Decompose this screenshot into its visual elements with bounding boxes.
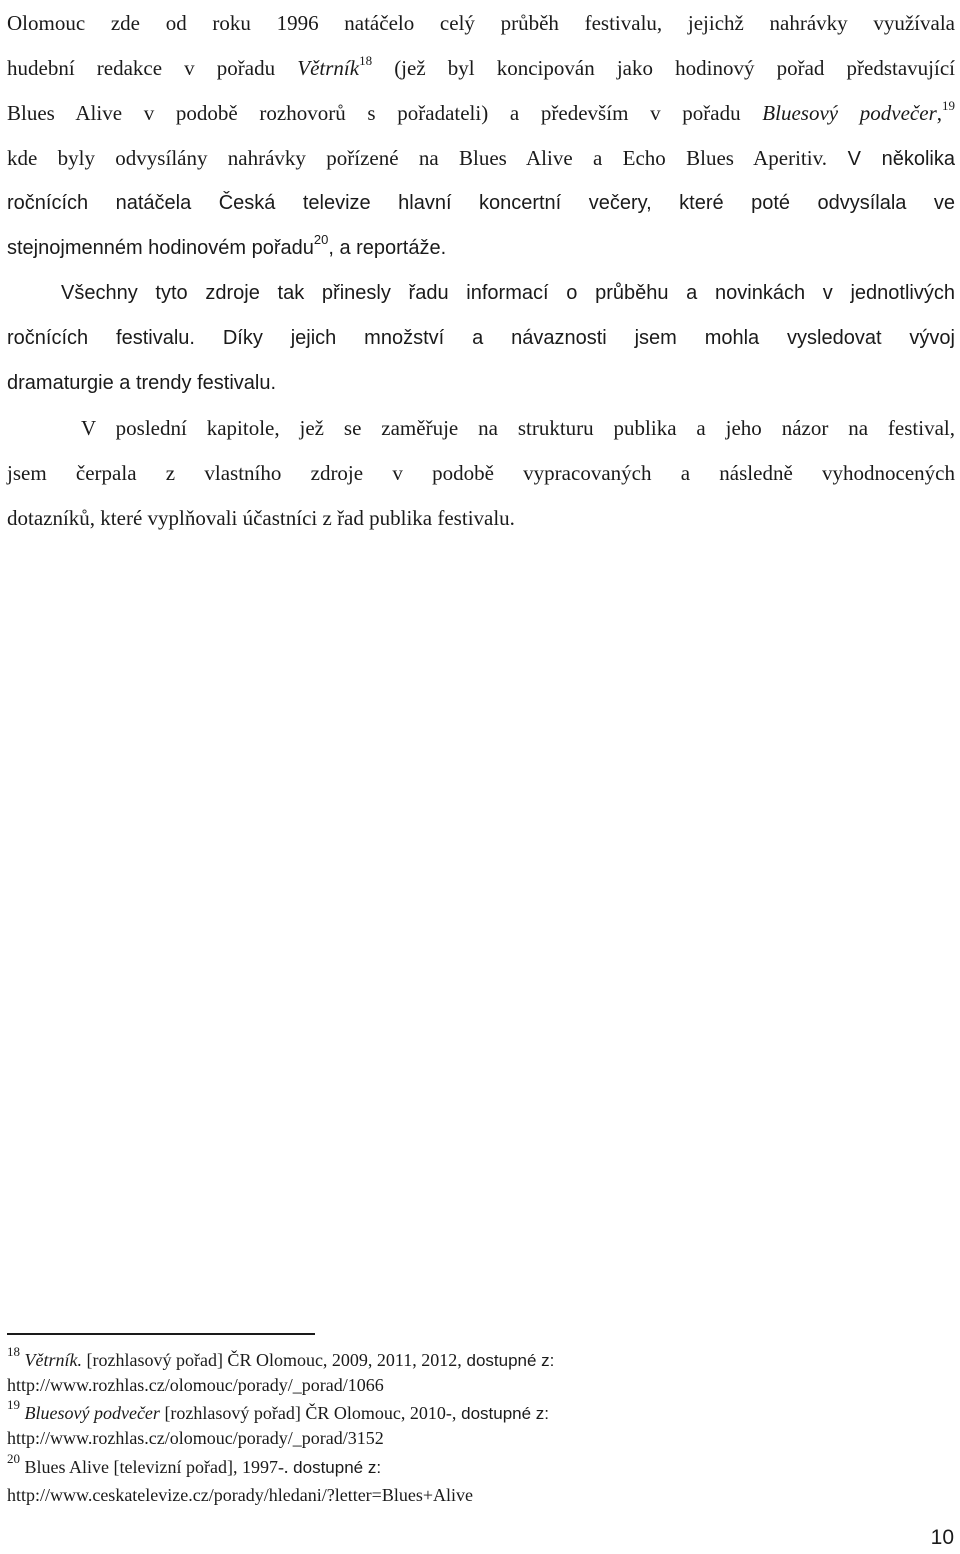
footnote-separator (7, 1333, 315, 1335)
text-run: V několika (827, 148, 955, 170)
body-line-8: ročnících festivalu. Díky jejich množství a návaznosti jsem mohla vysledovat vývoj (7, 327, 955, 349)
text-run: kde byly odvysílány nahrávky pořízené na Blues Alive a Echo Blues Aperitiv. (7, 146, 827, 170)
footnote-18 (7, 1344, 955, 1373)
body-line-6 (7, 233, 955, 263)
footnote-number: 20 (7, 1451, 20, 1466)
text-run: , (936, 101, 942, 125)
footnote-title: Větrník. (24, 1350, 82, 1370)
footnote-number: 18 (7, 1344, 20, 1359)
program-title-vetrnik: Větrník (297, 56, 360, 80)
body-line-2 (7, 53, 955, 83)
text-run: dostupné z: (456, 1404, 550, 1423)
footnote-title: Bluesový podvečer (24, 1403, 160, 1423)
footnote-ref-20[interactable]: 20 (313, 232, 329, 248)
text-run: hudební redakce v pořadu (7, 56, 298, 80)
footnote-ref-18[interactable]: 18 (359, 53, 373, 68)
text-run: , a reportáže. (328, 237, 447, 259)
footnote-19 (7, 1397, 955, 1426)
body-line-9: dramaturgie a trendy festivalu. (7, 372, 277, 394)
footnote-20-url[interactable]: http://www.ceskatelevize.cz/porady/hledani/?letter=Blues+Alive (7, 1485, 473, 1505)
body-line-7: Všechny tyto zdroje tak přinesly řadu informací o průběhu a novinkách v jednotlivých (61, 282, 955, 304)
page-number: 10 (930, 1526, 954, 1549)
body-line-4 (7, 143, 955, 173)
body-line-5: ročnících natáčela Česká televize hlavní koncertní večery, které poté odvysílala ve (7, 192, 955, 214)
text-run: Blues Alive [televizní pořad], 1997-. (20, 1457, 289, 1477)
text-run: [rozhlasový pořad] ČR Olomouc, 2009, 2011, 2012, (81, 1350, 462, 1370)
footnote-19-url[interactable]: http://www.rozhlas.cz/olomouc/porady/_porad/3152 (7, 1428, 384, 1448)
text-run: [rozhlasový pořad] ČR Olomouc, 2010-, (159, 1403, 457, 1423)
text-run: dostupné z: (461, 1351, 555, 1370)
body-line-10: V poslední kapitole, jež se zaměřuje na strukturu publika a jeho názor na festival, (81, 416, 955, 440)
footnote-ref-19[interactable]: 19 (942, 98, 955, 113)
footnote-20 (7, 1451, 955, 1480)
footnote-18-url[interactable]: http://www.rozhlas.cz/olomouc/porady/_porad/1066 (7, 1375, 384, 1395)
text-run: (jež byl koncipován jako hodinový pořad představující (372, 56, 955, 80)
body-line-11: jsem čerpala z vlastního zdroje v podobě vypracovaných a následně vyhodnocených (7, 461, 955, 485)
body-line-12: dotazníků, které vyplňovali účastníci z řad publika festivalu. (7, 506, 515, 530)
text-run: dostupné z: (288, 1458, 382, 1477)
body-line-1: Olomouc zde od roku 1996 natáčelo celý průběh festivalu, jejichž nahrávky využívala (7, 11, 955, 35)
text-run: stejnojmenném hodinovém pořadu (7, 237, 314, 259)
footnote-number: 19 (7, 1397, 20, 1412)
program-title-bluesovy-podvecer: Bluesový podvečer (762, 101, 937, 125)
text-run: Blues Alive v podobě rozhovorů s pořadateli) a především v pořadu (7, 101, 763, 125)
body-line-3 (7, 98, 955, 128)
